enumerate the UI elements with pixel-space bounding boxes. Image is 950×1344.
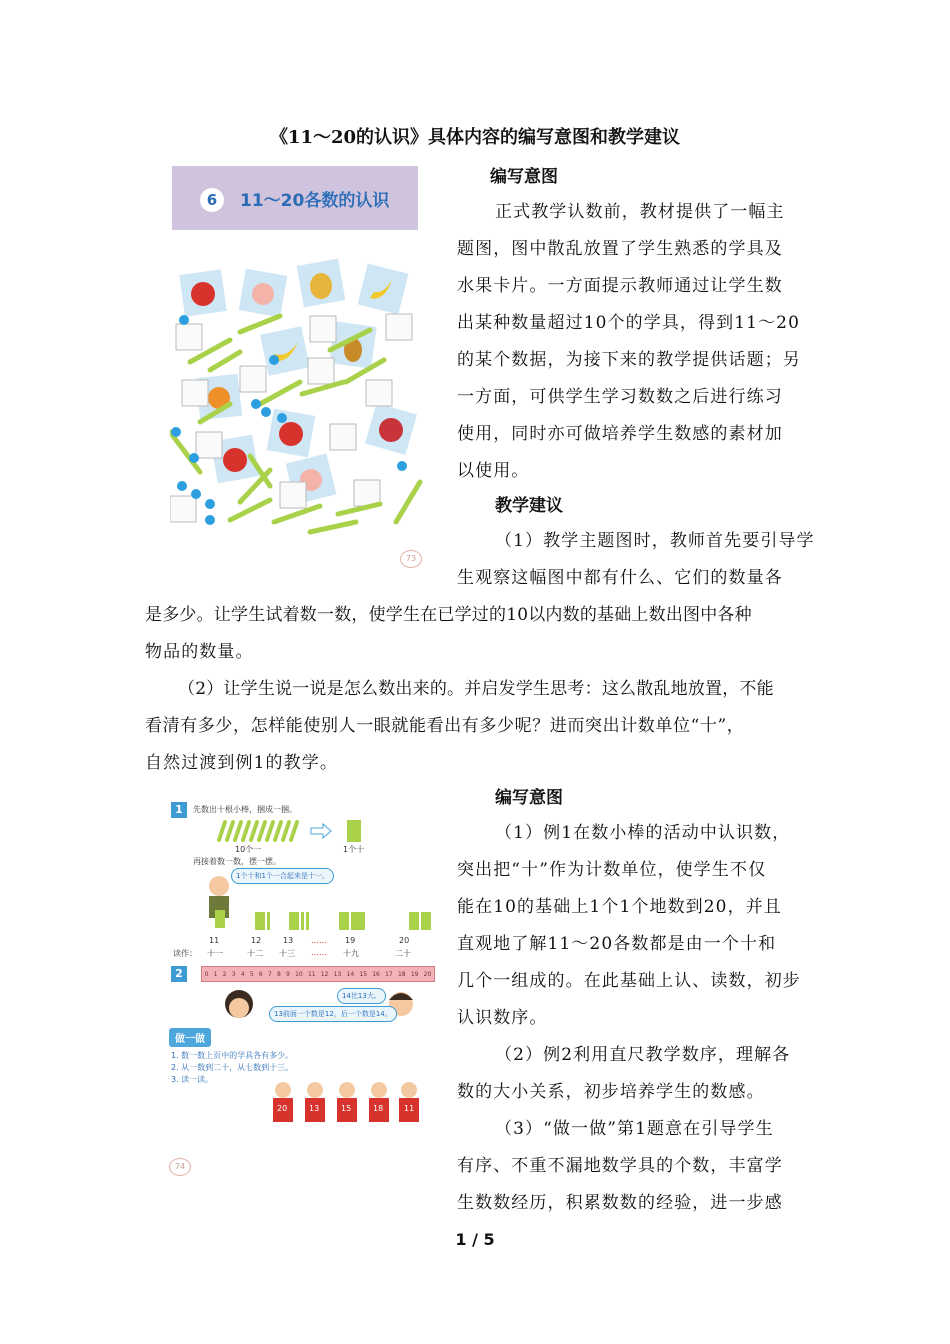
paragraph-line: 水果卡片。一方面提示教师通过让学生数 (457, 276, 783, 296)
read-text: 十三 (279, 949, 295, 958)
ruler-tick: 0 (204, 970, 209, 978)
theme-illustration (170, 166, 438, 576)
paragraph-line: 物品的数量。 (145, 642, 254, 662)
number-label: …… (311, 936, 327, 945)
ruler-tick: 2 (222, 970, 227, 978)
example-1-tag: 1 (171, 802, 187, 818)
number-label: 20 (399, 936, 410, 945)
ten-loose-sticks (219, 822, 297, 840)
paragraph-line: 以使用。 (457, 461, 530, 481)
one-ten-label: 1个十 (343, 845, 365, 854)
paragraph-line: 能在10的基础上1个1个地数到20，并且 (457, 897, 782, 917)
ruler-tick: 13 (333, 970, 342, 978)
paragraph-line: （1）例1在数小棒的活动中认识数， (495, 823, 791, 843)
example-1-instruction: 先数出十根小棒，捆成一捆。 (193, 805, 297, 814)
ruler-tick: 6 (258, 970, 263, 978)
continue-instruction: 再接着数一数，摆一摆。 (193, 857, 281, 866)
paragraph-line: 出某种数量超过10个的学具，得到11～20 (457, 313, 800, 333)
ten-ones-label: 10个一 (235, 845, 262, 854)
ruler-tick: 11 (307, 970, 316, 978)
unit-banner (172, 166, 418, 230)
paragraph-line: 生数数经历，积累数数的经验，进一步感 (457, 1193, 783, 1213)
read-text: …… (311, 948, 327, 957)
boy-head (209, 876, 229, 896)
ruler-tick: 18 (397, 970, 406, 978)
unit-title: 11～20各数的认识 (240, 191, 390, 211)
ruler-tick: 17 (385, 970, 393, 978)
document-title: 《11～20的认识》具体内容的编写意图和教学建议 (269, 127, 681, 148)
paragraph-line: 一方面，可供学生学习数数之后进行练习 (457, 387, 783, 407)
paragraph-line: （1）教学主题图时，教师首先要引导学 (495, 531, 815, 551)
read-text: 十九 (343, 949, 359, 958)
example-2-tag: 2 (171, 966, 187, 982)
ruler-tick: 8 (276, 970, 281, 978)
ruler-tick: 9 (286, 970, 290, 978)
page-number: 1 / 5 (455, 1230, 495, 1249)
task-item: 2. 从一数到二十，从七数到十三。 (171, 1063, 294, 1072)
paragraph-line: 生观察这幅图中都有什么、它们的数量各 (457, 568, 783, 588)
ruler-tick: 4 (240, 970, 245, 978)
section-heading-teaching-suggestions: 教学建议 (495, 496, 563, 516)
section-heading-writing-intent-2: 编写意图 (495, 788, 563, 808)
number-label: 11 (209, 936, 220, 945)
jersey-number: 18 (373, 1104, 384, 1113)
bundle-of-ten (347, 820, 361, 842)
ruler-tick: 16 (372, 970, 380, 978)
jersey-number: 20 (277, 1104, 288, 1113)
jersey-number: 13 (309, 1104, 320, 1113)
paragraph-line: 几个一组成的。在此基础上认、读数，初步 (457, 971, 801, 991)
paragraph-line: 正式教学认数前，教材提供了一幅主 (495, 202, 785, 222)
ruler-tick: 3 (231, 970, 236, 978)
number-ruler (201, 966, 435, 982)
ruler-tick: 12 (320, 970, 329, 978)
example-illustration (165, 798, 437, 1180)
scattered-items-illustration (170, 232, 438, 572)
paragraph-line: （2）让学生说一说是怎么数出来的。并启发学生思考：这么散乱地放置，不能 (178, 679, 774, 699)
number-label: 13 (283, 936, 294, 945)
paragraph-line: 直观地了解11～20各数都是由一个十和 (457, 934, 777, 954)
paragraph-line: 突出把“十”作为计数单位，使学生不仅 (457, 860, 767, 880)
number-label: 12 (251, 936, 262, 945)
sequence-bubble: 13前面一个数是12，后一个数是14。 (269, 1006, 397, 1022)
kids-in-jerseys (273, 1082, 419, 1122)
paragraph-line: 题图，图中散乱放置了学生熟悉的学具及 (457, 239, 783, 259)
paragraph-line: 使用，同时亦可做培养学生数感的素材加 (457, 424, 783, 444)
try-it-label: 做一做 (169, 1028, 211, 1047)
ruler-tick: 7 (267, 970, 272, 978)
paragraph-line: 认识数序。 (457, 1008, 548, 1028)
page-badge: 74 (169, 1158, 191, 1176)
boy-speech-bubble: 1个十和1个一合起来是十一。 (231, 868, 334, 884)
paragraph-line: （3）“做一做”第1题意在引导学生 (495, 1119, 774, 1139)
number-label: 19 (345, 936, 356, 945)
paragraph-line: 自然过渡到例1的教学。 (145, 753, 338, 773)
page-badge: 73 (400, 550, 422, 568)
read-label: 读作： (173, 949, 197, 958)
task-item: 3. 读一读。 (171, 1075, 214, 1084)
ruler-tick: 10 (295, 970, 303, 978)
read-text: 二十 (395, 949, 411, 958)
paragraph-line: （2）例2利用直尺教学数序，理解各 (495, 1045, 791, 1065)
ruler-tick: 5 (249, 970, 254, 978)
ruler-tick: 14 (346, 970, 355, 978)
paragraph-line: 数的大小关系，初步培养学生的数感。 (457, 1082, 765, 1102)
paragraph-line: 的某个数据，为接下来的教学提供话题；另 (457, 350, 801, 370)
paragraph-line: 有序、不重不漏地数学具的个数，丰富学 (457, 1156, 783, 1176)
read-text: 十二 (247, 949, 263, 958)
arrow-icon (311, 824, 331, 838)
unit-number-badge: 6 (200, 188, 224, 212)
paragraph-line: 是多少。让学生试着数一数，使学生在已学过的10以内数的基础上数出图中各种 (145, 605, 752, 625)
jersey-number: 15 (341, 1104, 352, 1113)
ruler-tick: 19 (410, 970, 419, 978)
bundles-row (215, 910, 431, 930)
read-text: 十一 (207, 949, 223, 958)
jersey-number: 11 (404, 1104, 415, 1113)
ruler-tick: 20 (423, 970, 432, 978)
section-heading-writing-intent: 编写意图 (490, 167, 558, 187)
ruler-tick: 15 (359, 970, 368, 978)
comparison-bubble: 14比13大。 (337, 988, 386, 1004)
paragraph-line: 看清有多少，怎样能使别人一眼就能看出有多少呢？进而突出计数单位“十”， (145, 716, 745, 736)
task-item: 1. 数一数上页中的学具各有多少。 (171, 1051, 294, 1060)
ruler-tick: 1 (213, 970, 218, 978)
